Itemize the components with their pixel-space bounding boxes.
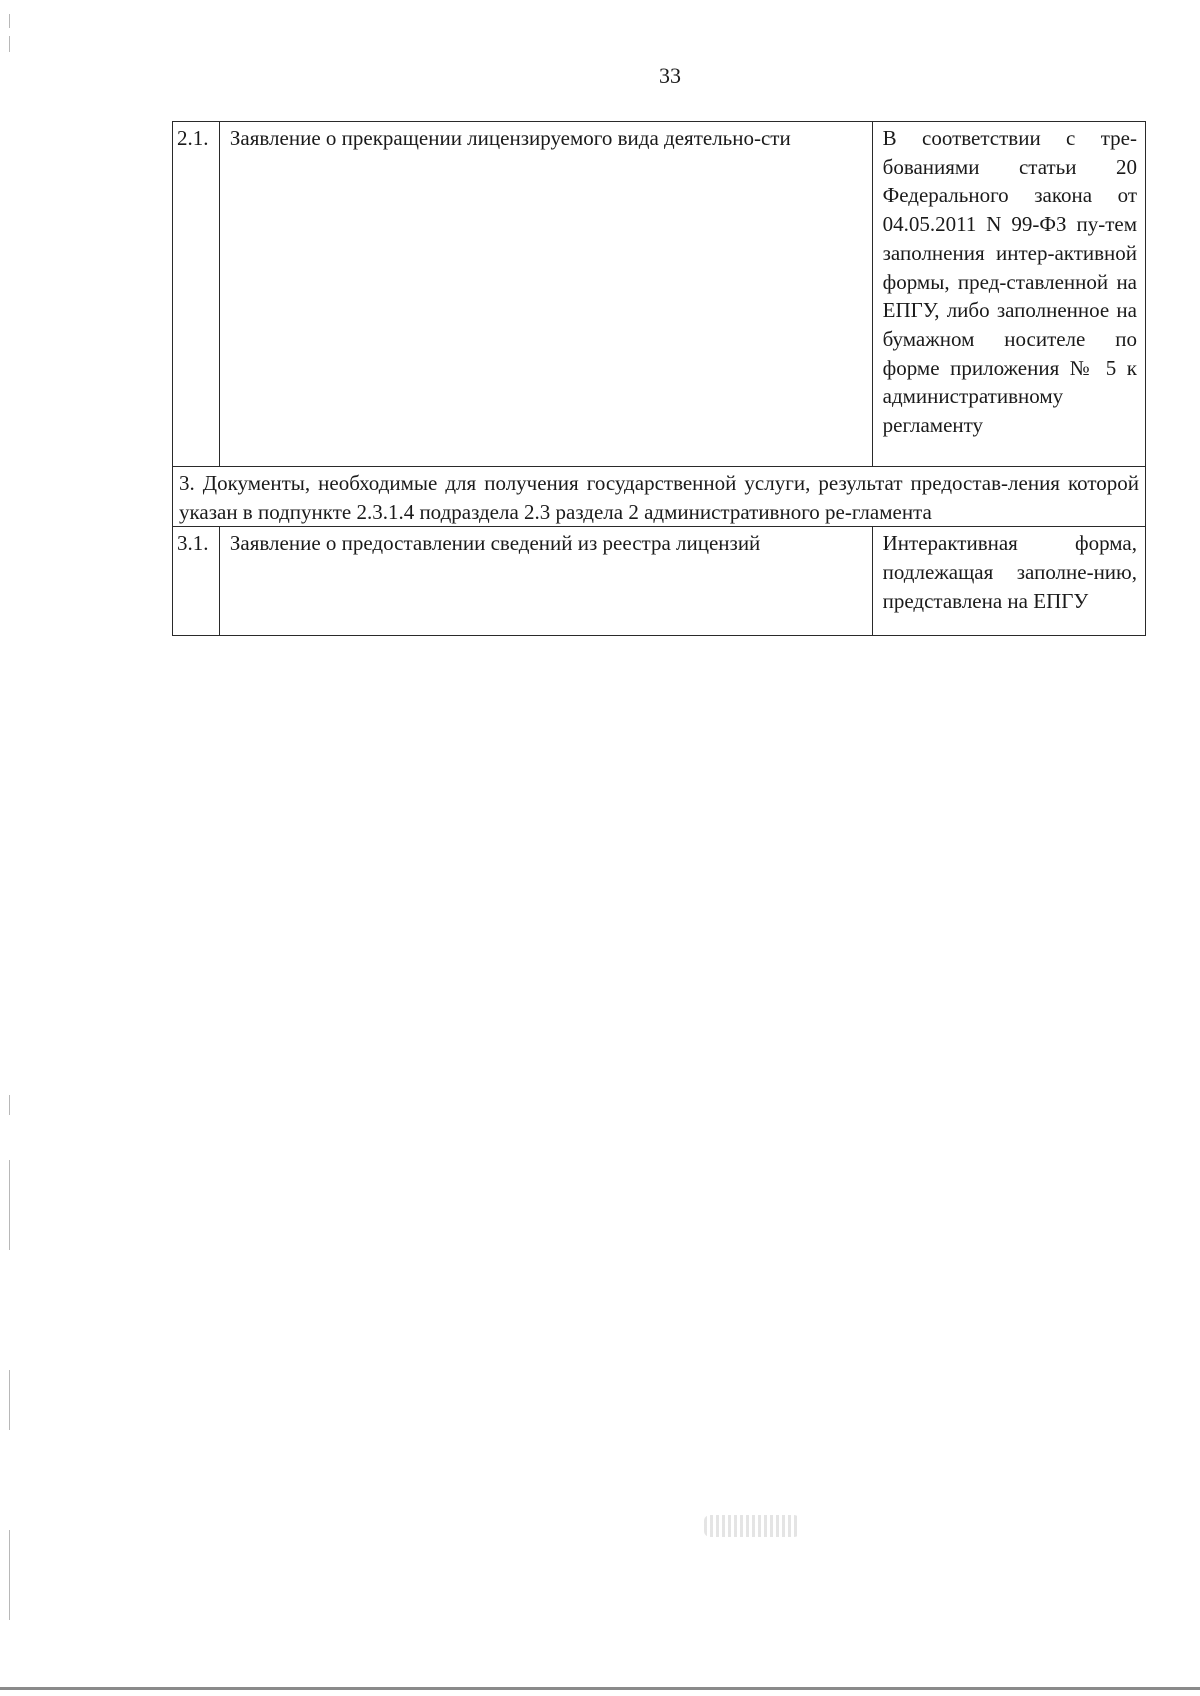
document-name: Заявление о прекращении лицензируемого вида деятельно-сти xyxy=(219,122,872,467)
documents-table xyxy=(172,121,1146,636)
scan-smudge xyxy=(704,1515,800,1537)
document-basis: В соответствии с тре-бованиями статьи 20 Федерального закона от 04.05.2011 N 99-ФЗ пу-тем заполнения интер-активной формы, пред-ставленной на ЕПГУ, либо заполненное на бумажном носителе по форме приложения № 5 к административному регламенту xyxy=(872,122,1145,467)
scan-edge-mark xyxy=(9,14,10,28)
row-number: 2.1. xyxy=(173,122,220,467)
table-section-row xyxy=(173,467,1146,527)
row-number: 3.1. xyxy=(173,527,220,636)
table-row xyxy=(173,527,1146,636)
document-basis: Интерактивная форма, подлежащая заполне-нию, представлена на ЕПГУ xyxy=(872,527,1145,636)
scan-edge-mark xyxy=(9,1095,10,1115)
scan-bottom-edge xyxy=(0,1687,1200,1690)
document-name: Заявление о предоставлении сведений из реестра лицензий xyxy=(219,527,872,636)
scan-edge-mark xyxy=(9,1160,10,1250)
section-heading: 3. Документы, необходимые для получения государственной услуги, результат предостав-ления которой указан в подпункте 2.3.1.4 подраздела 2.3 раздела 2 административного ре-гламента xyxy=(173,467,1146,527)
scan-edge-mark xyxy=(9,1530,10,1620)
table-row xyxy=(173,122,1146,467)
page-number: 33 xyxy=(659,63,681,88)
scan-edge-mark xyxy=(9,36,10,52)
scan-edge-mark xyxy=(9,1370,10,1430)
